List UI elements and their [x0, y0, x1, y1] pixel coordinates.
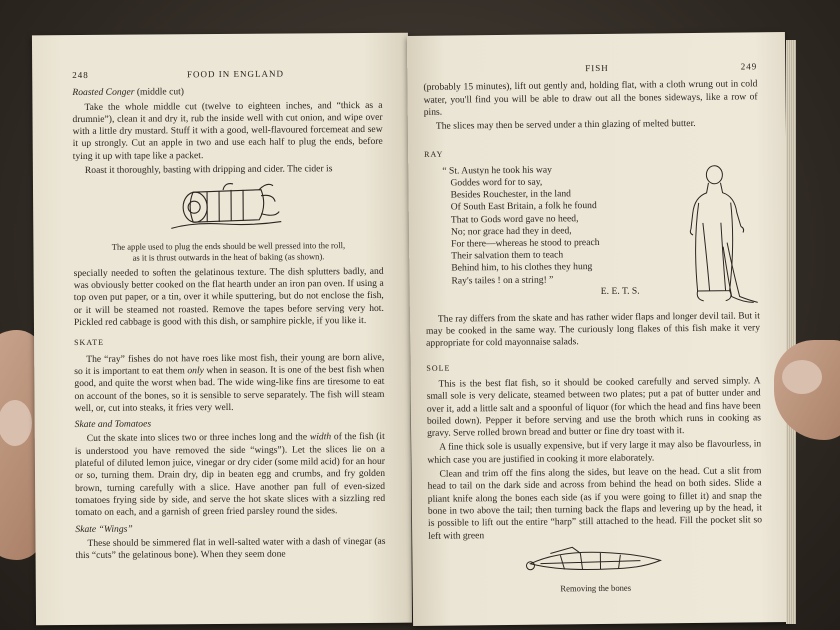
heading-skate-wings: Skate “Wings”: [75, 523, 133, 535]
conger-roll-drawing: [163, 178, 293, 235]
poem-line: Of South East Britain, a folk he found: [450, 200, 597, 213]
heading-roasted-conger-italic: Roasted Conger: [72, 86, 135, 99]
left-running-title: FOOD IN ENGLAND: [186, 68, 285, 80]
conger-roll-illustration: [73, 177, 383, 239]
skate-tomatoes-para: [75, 431, 386, 519]
right-page-text: [423, 60, 763, 599]
right-page-number: 249: [740, 61, 758, 72]
figure-caption-removing-bones: Removing the bones: [560, 582, 632, 594]
skate-para-only: only: [187, 365, 204, 377]
poem-line: That to Gods word gave no heed,: [450, 212, 579, 226]
sole-para-3: Clean and trim off the fins along the sides, but leave on the head. Cut a slit from head to tail on the dark side and across from behind the head on both sides. Slide a pliant knife along the bones each side (as if you were going to fillet it) and snap the bone in two above the tail; then turning back the flaps and levering up by the head, it is possible to lift out the entire “harp” still attached to the head. Fill the pocket slit so left with green: [427, 465, 763, 542]
skate-wings-para: These should be simmered flat in well-salted water with a dash of vinegar (as this “cuts” the gelatinous bone). When they seem done: [75, 535, 386, 562]
heading-roasted-conger-suffix: (middle cut): [134, 86, 185, 98]
sole-bones-drawing: [520, 542, 670, 578]
roasted-para-3: specially needed to soften the gelatinous texture. The dish splutters badly, and was obviously better cooked on the flat hearth under an iron pan oven. If using a top oven put paper, or a tin, over it while sputtering, but do not enclose the fish, or it will be steamed not roasted. Remove the tapes before serving very hot. Pickled red cabbage is good with this dish, or samphire pickle, if you like it.: [73, 265, 384, 329]
heading-skate: SKATE: [74, 338, 105, 348]
skate-tomatoes-a: Cut the skate into slices two or three inches long and the: [86, 431, 310, 445]
ray-poem-block: [424, 162, 759, 307]
left-page-text: [72, 67, 385, 565]
skate-para: [74, 352, 384, 416]
left-page-number: 248: [72, 69, 89, 81]
sole-para-1: This is the best flat fish, so it should be cooked carefully and served simply. A small sole is very delicate, steamed between two plates; put a pat of butter under and over it, add a little salt and a spoonful of liquor (for which the head and fins have been boiled down). Pepper it before serving and use the broth which runs in cooking as gravy. Serve rolled brown bread and butter or fine dry toast with it.: [426, 375, 761, 439]
roasted-para-2: Roast it thoroughly, basting with dripping and cider. The cider is: [84, 163, 333, 177]
heading-skate-tomatoes: Skate and Tomatoes: [74, 418, 152, 431]
ray-poem: [424, 163, 673, 300]
monk-with-ray-tails-illustration: [672, 162, 759, 305]
poem-line: Goddes word for to say,: [450, 176, 543, 189]
right-running-head: [423, 60, 757, 76]
sole-para-2: A fine thick sole is usually expensive, but if very large it may also be flavourless, in which case you are justified in cooking it more elaborately.: [427, 438, 762, 466]
poem-line: Ray's tailes ! on a string! ”: [451, 274, 554, 287]
poem-line: No; nor grace had they in deed,: [450, 225, 572, 238]
poem-line: Behind him, to his clothes they hung: [451, 261, 593, 274]
ray-para: The ray differs from the skate and has rather wider flaps and longer devil tail. But it may be cooked in the same way. The curiously long flakes of this fish make it very appropriate for cold mayonnaise salads.: [425, 310, 761, 350]
heading-ray: RAY: [424, 150, 444, 160]
left-running-head: [72, 67, 382, 81]
poem-line: Besides Rouchester, in the land: [450, 188, 571, 201]
poem-signature: E. E. T. S.: [600, 285, 640, 297]
left-page: [32, 33, 412, 626]
figure-caption-line-2: as it is thrust outwards in the heat of baking (as shown).: [132, 251, 325, 263]
right-page: [407, 32, 791, 626]
skate-para-b: when in season. It is one of the best fish when good, and quite the worst when bad. The wide wing-like fins are tiresome to eat on account of the bones, so it is sensible to serve separately. The fish will steam well, or, cut into steaks, it fries very well.: [74, 363, 385, 414]
skate-para-a: The “ray” fishes do not have roes like most fish, their young are born alive, so it is important to eat them: [74, 351, 385, 377]
poem-line: Their salvation them to teach: [451, 249, 564, 262]
skate-tomatoes-b: of the fish (it is understood you have removed the side “wings”). Let the slices lie on a plateful of diluted lemon juice, vinegar or dry cider (some mild acid) for an hour or so, turning them. Drain dry, dip in beaten egg and crumbs, and fry golden brown, turning carefully with a slice. Have another pan full of even-sized tomatoes frying side by side, and serve the hot skate slices with a sizzling red tomato on each, and a garnish of green fried parsley round the sides.: [74, 431, 386, 519]
heading-sole: SOLE: [426, 363, 451, 373]
roasted-para-1: Take the whole middle cut (twelve to eighteen inches, and “thick as a drumnie”), clean it and dry it, rub the inside well with cut onion, and wipe over with a little dry mustard. Stuff it with a good, well-flavoured forcemeat and sew it up strongly. Cut an apple in two and use each half to plug the ends, before tying it up with tape like a packet.: [72, 99, 383, 162]
poem-line: For there—whereas he stood to preach: [451, 236, 600, 250]
right-para-2: The slices may then be served under a thin glazing of melted butter.: [435, 118, 696, 132]
right-running-title: FISH: [585, 62, 609, 74]
right-para-1: (probably 15 minutes), lift out gently and, holding flat, with a cloth wrung out in cold water, you'll find you will be able to draw out all the bones sideways, like a row of pins.: [423, 78, 758, 118]
page-edges: [786, 40, 796, 624]
figure-caption-line-1: The apple used to plug the ends should be well pressed into the roll,: [111, 239, 346, 252]
skate-tomatoes-width: width: [309, 431, 332, 443]
removing-bones-illustration: [428, 541, 762, 583]
poem-line: “ St. Austyn he took his way: [442, 164, 552, 177]
heading-roasted-conger: [72, 85, 382, 99]
